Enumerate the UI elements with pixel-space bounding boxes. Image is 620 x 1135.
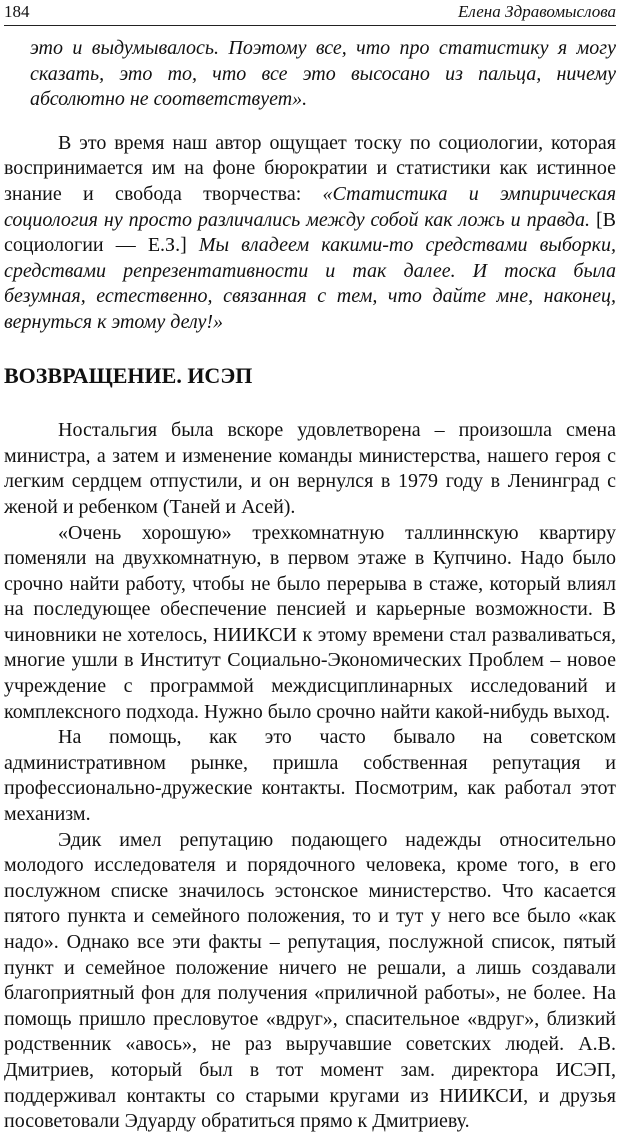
running-header bbox=[4, 0, 616, 26]
section-heading: ВОЗВРАЩЕНИЕ. ИСЭП bbox=[4, 362, 253, 388]
paragraph-intro-insert: [В социологии — Е.З.] bbox=[4, 208, 616, 257]
page-number: 184 bbox=[4, 2, 30, 21]
running-title: Елена Здравомыслова bbox=[458, 2, 616, 21]
page-body bbox=[4, 36, 616, 1135]
paragraph-intro-lead: В это время наш автор ощущает тоску по социологии, которая воспринимается им на фоне бюрократии и статистики как истинное знание и свобода творчества: bbox=[4, 131, 616, 205]
paragraph: «Очень хорошую» трехкомнатную таллиннскую квартиру поменяли на двухкомнатную, в первом этаже в Купчино. Надо было срочно найти работу, чтобы не было перерыва в стаже, который влиял на последующее обеспечение пенсией и карьерные возможности. В чиновники не хотелось, НИИКСИ к этому времени стал разваливаться, многие ушли в Институт Социально-Экономических Проблем – новое учреждение с программой междисциплинарных исследований и комплексного подхода. Нужно было срочно найти какой-нибудь выход. bbox=[4, 521, 616, 723]
paragraph: Эдик имел репутацию подающего надежды относительно молодого исследователя и порядочного человека, кроме того, в его послужном списке значилось эстонское министерство. Что касается пятого пункта и семейного положения, то и тут у него все было «как надо». Однако все эти факты – репутация, послужной список, пятый пункт и семейное положение ничего не решали, а лишь создавали благоприятный фон для получения «приличной работы», не более. На помощь пришло пресловутое «вдруг», спасительное «вдруг», близкий родственник «авось», не раз выручавшие советских людей. А.В. Дмитриев, который был в тот момент зам. директора ИСЭП, поддерживал контакты со старыми кругами из НИИКСИ, и друзья посоветовали Эдуарду обратиться прямо к Дмитриеву. bbox=[4, 828, 616, 1133]
paragraph-intro-quote-a: «Статистика и эмпирическая социология ну просто различались между собой как ложь и правда. bbox=[4, 182, 616, 231]
header-rule bbox=[4, 25, 616, 26]
paragraph-intro bbox=[4, 131, 616, 336]
paragraph: На помощь, как это часто бывало на советском административном рынке, пришла собственная репутация и профессионально-дружеские контакты. Посмотрим, как работал этот механизм. bbox=[4, 726, 616, 826]
paragraph: Ностальгия была вскоре удовлетворена – произошла смена министра, а затем и изменение команды министерства, нашего героя с легким сердцем отпустили, и он вернулся в 1979 году в Ленинград с женой и ребенком (Таней и Асей). bbox=[4, 419, 616, 518]
paragraph-intro-quote-b: Мы владеем какими-то средствами выборки, средствами репрезентативности и так далее. И тоска была безумная, естественно, связанная с тем, что дайте мне, наконец, вернуться к этому делу!» bbox=[4, 234, 616, 333]
quote-continuation: это и выдумывалось. Поэтому все, что про статистику я могу сказать, это то, что все это высосано из пальца, ничему абсолютно не соответствует». bbox=[30, 37, 616, 111]
